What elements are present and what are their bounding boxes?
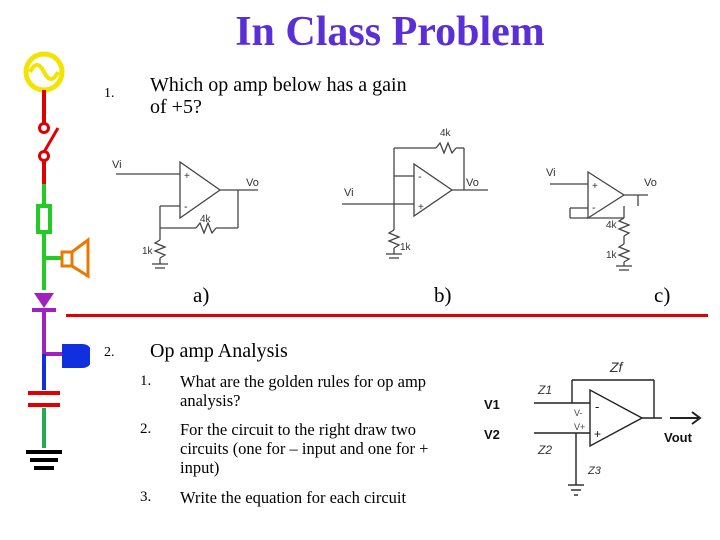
opamp-minus-label: - [595,399,600,414]
page-title: In Class Problem [235,9,545,55]
svg-text:+: + [418,202,424,213]
ground-icon [26,452,62,468]
circuit-b-rg-label: 1k [400,242,411,253]
resistor-icon [38,206,50,232]
circuit-c-vout-label: Vo [644,177,657,189]
question-1-line: of +5? [150,96,202,118]
circuit-b-diagram [338,120,498,270]
subitem-1-text [180,372,426,410]
circuit-a-vin-label: Vi [112,159,122,171]
svg-text:-: - [184,201,188,213]
z3-label: Z3 [588,465,601,477]
capacitor-icon [28,393,60,405]
circuit-a-diagram [108,150,268,275]
subitem-line: input) [180,458,220,477]
circuit-a-vout-label: Vo [246,177,259,189]
subitem-3-number: 3. [140,489,152,505]
question-2-number: 2. [104,345,115,360]
subitem-line: What are the golden rules for op amp [180,372,427,391]
circuit-b-vout-label: Vo [466,177,479,189]
circuit-a-rg-label: 1k [142,246,153,257]
z2-label: Z2 [538,443,553,457]
vminus-label: V- [574,408,583,418]
zf-label: Zf [610,359,623,375]
circuit-b-label: b) [434,283,452,307]
circuit-b-rf-label: 4k [440,128,451,139]
question-1-line: Which op amp below has a gain [150,74,407,96]
vplus-label: V+ [574,422,586,432]
question-1-text [150,74,407,118]
circuit-c-diagram [538,158,668,278]
question-1-number: 1. [104,86,115,101]
opamp-plus-label: + [594,427,602,441]
sine-source-icon [26,54,62,90]
section-divider [66,314,708,317]
decorative-circuit-rail [0,0,90,540]
vout-label: Vout [664,430,692,445]
v1-label: V1 [484,397,500,412]
circuit-c-label: c) [654,283,671,307]
blue-component-icon [62,344,90,368]
subitem-1-number: 1. [140,373,152,389]
question-2-text: Op amp Analysis [150,340,288,362]
subitem-2-number: 2. [140,421,152,437]
switch-icon [40,124,59,161]
subitem-2-text [180,420,428,477]
subitem-line: circuits (one for – input and one for + [180,439,429,458]
diode-icon [32,293,56,310]
circuit-c-r2-label: 1k [606,250,617,261]
v2-label: V2 [484,427,500,442]
svg-text:+: + [184,171,190,182]
circuit-a-rf-label: 4k [200,214,211,225]
circuit-c-vin-label: Vi [546,167,556,179]
speaker-icon [62,240,88,276]
subitem-3-text [180,488,406,507]
subitem-line: Write the equation for each circuit [180,488,407,507]
svg-text:+: + [592,181,598,192]
impedance-opamp-diagram [482,350,712,515]
circuit-a-label: a) [193,283,210,307]
z1-label: Z1 [538,383,553,397]
subitem-line: For the circuit to the right draw two [180,420,416,439]
svg-text:-: - [418,171,422,183]
svg-text:-: - [592,202,596,214]
subitem-line: analysis? [180,391,241,410]
circuit-c-r1-label: 4k [606,220,617,231]
circuit-b-vin-label: Vi [344,187,354,199]
